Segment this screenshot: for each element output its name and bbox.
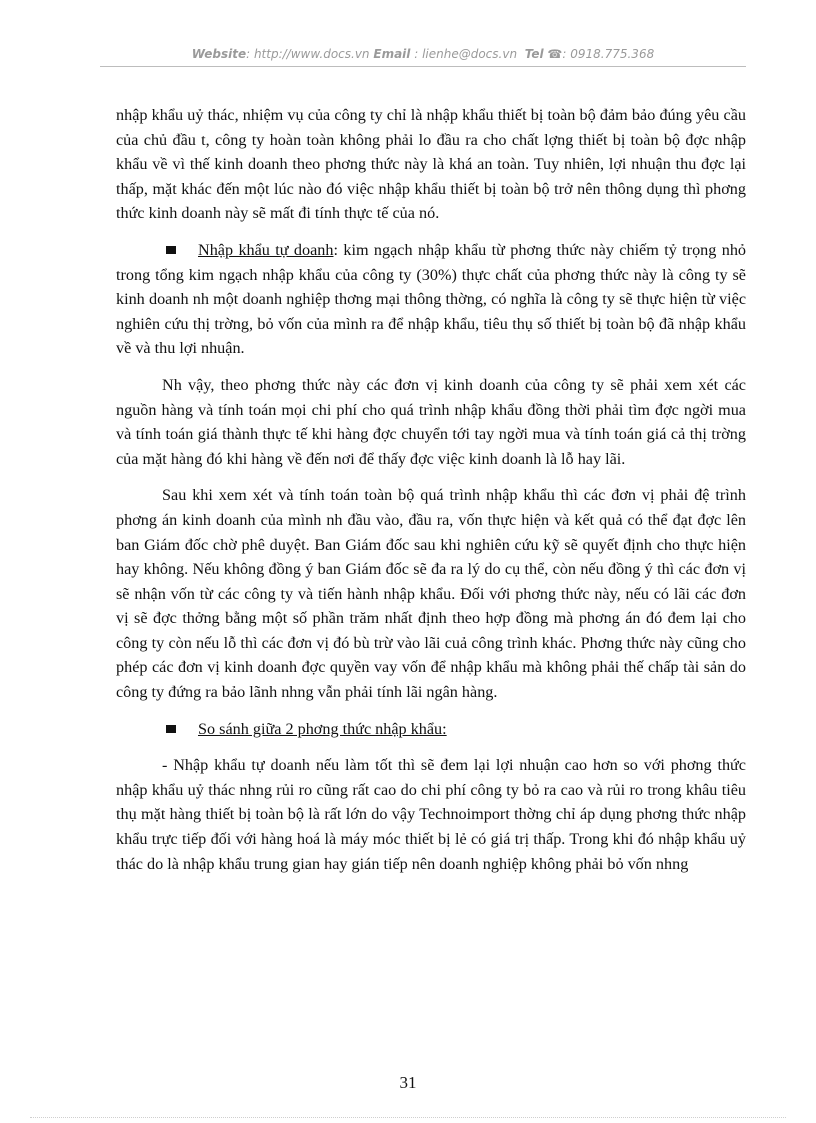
tel-label: Tel	[524, 47, 544, 61]
square-bullet-icon	[166, 725, 176, 733]
bullet-title-comparison: So sánh giữa 2 phơng thức nhập khẩu:	[198, 719, 447, 738]
page-header	[100, 47, 746, 61]
bullet-item-comparison	[116, 717, 746, 742]
phone-icon: ☎	[547, 47, 563, 61]
footer-divider	[30, 1117, 786, 1118]
bullet-text-self-business: : kim ngạch nhập khẩu từ phơng thức này chiếm tỷ trọng nhỏ trong tổng kim ngạch nhập khẩu của công ty (30%) thực chất của phơng thức này là công ty sẽ kinh doanh nh một doanh nghiệp thơng mại thông thờng, có nghĩa là công ty sẽ thực hiện từ việc nghiên cứu thị trờng, bỏ vốn của mình ra để nhập khẩu, tiêu thụ số thiết bị toàn bộ đã nhập khẩu về và thu lợi nhuận.	[116, 240, 747, 358]
email-label: Email	[373, 47, 411, 61]
bullet-title-self-business: Nhập khẩu tự doanh	[198, 240, 334, 259]
paragraph-2: Nh vậy, theo phơng thức này các đơn vị kinh doanh của công ty sẽ phải xem xét các nguồn hàng và tính toán mọi chi phí cho quá trình nhập khẩu đồng thời phải tìm đợc ngời mua và tính toán giá thành thực tế khi hàng đợc chuyển tới tay ngời mua và tính toán giá cả thị trờng của mặt hàng đó khi hàng về đến nơi để thấy đợc việc kinh doanh là lỗ hay lãi.	[116, 375, 746, 468]
paragraph-4: - Nhập khẩu tự doanh nếu làm tốt thì sẽ đem lại lợi nhuận cao hơn so với phơng thức nhập khẩu uỷ thác nhng rủi ro cũng rất cao do chi phí công ty bỏ ra cao và rủi ro trong khâu tiêu thụ mặt hàng thiết bị toàn bộ là rất lớn do vậy Technoimport thờng chỉ áp dụng phơng thức nhập khẩu trực tiếp đối với hàng hoá là máy móc thiết bị lẻ có giá trị thấp. Trong khi đó nhập khẩu uỷ thác do là nhập khẩu trung gian hay gián tiếp nên doanh nghiệp không phải bỏ vốn nhng	[116, 756, 746, 873]
website-label: Website	[191, 47, 247, 61]
tel-value: : 0918.775.368	[562, 47, 655, 61]
paragraph-3: Sau khi xem xét và tính toán toàn bộ quá trình nhập khẩu thì các đơn vị phải đệ trình phơng án kinh doanh của mình nh đầu vào, đầu ra, vốn thực hiện và kết quả có thể đạt đợc lên ban Giám đốc chờ phê duyệt. Ban Giám đốc sau khi nghiên cứu kỹ sẽ quyết định cho thực hiện hay không. Nếu không đồng ý ban Giám đốc sẽ đa ra lý do cụ thể, còn nếu đồng ý thì các đơn vị sẽ nhận vốn từ các công ty và tiến hành nhập khẩu. Đối với phơng thức này, nếu có lãi các đơn vị sẽ đợc thởng bằng một số phần trăm nhất định theo hợp đồng mà phơng án đó đem lại cho công ty còn nếu lỗ thì các đơn vị đó bù trừ vào lãi cuả công trình khác. Phơng thức này cũng cho phép các đơn vị kinh doanh đợc quyền vay vốn để nhập khẩu mà không phải thế chấp tài sản do công ty đứng ra bảo lãnh nhng vẫn phải tính lãi ngân hàng.	[116, 486, 746, 702]
square-bullet-icon	[166, 246, 176, 254]
header-divider	[100, 66, 746, 67]
document-body	[116, 103, 746, 888]
website-value: : http://www.docs.vn	[246, 47, 370, 61]
bullet-item-self-business	[116, 238, 746, 361]
paragraph-1: nhập khẩu uỷ thác, nhiệm vụ của công ty chỉ là nhập khẩu thiết bị toàn bộ đảm bảo đúng yêu cầu của chủ đầu t, công ty hoàn toàn không phải lo đầu ra cho chất lợng thiết bị toàn bộ đợc nhập khẩu về vì thế kinh doanh theo phơng thức này là khá an toàn. Tuy nhiên, lợi nhuận thu đợc lại thấp, mặt khác đến một lúc nào đó việc nhập khẩu thiết bị toàn bộ trở nên thông dụng thì phơng thức kinh doanh này sẽ mất đi tính thực tế của nó.	[116, 106, 746, 223]
page-number: 31	[399, 1073, 417, 1092]
email-value: : lienhe@docs.vn	[410, 47, 518, 61]
